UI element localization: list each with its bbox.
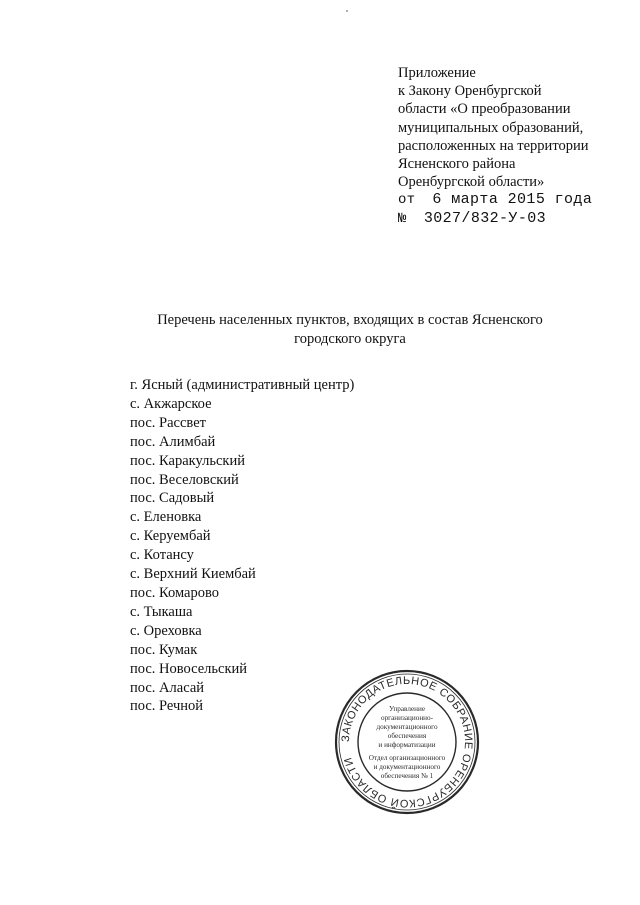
list-item: пос. Речной <box>130 698 204 715</box>
appendix-date <box>398 191 630 209</box>
appendix-line: области «О преобразовании <box>398 101 571 118</box>
list-title <box>120 311 580 349</box>
list-item: пос. Каракульский <box>130 452 245 469</box>
appendix-line: Ясненского района <box>398 156 516 173</box>
scan-speck <box>346 10 348 12</box>
list-item: с. Ореховка <box>130 622 202 639</box>
list-item: с. Керуембай <box>130 528 211 545</box>
appendix-header <box>398 64 630 228</box>
stamp-inner-line: и информатизации <box>378 741 436 749</box>
list-item: г. Ясный (административный центр) <box>130 377 355 393</box>
stamp-inner-line: и документационного <box>373 763 441 771</box>
list-item: пос. Веселовский <box>130 471 239 488</box>
list-item: пос. Алимбай <box>130 433 216 450</box>
date-value: 6 марта 2015 года <box>432 191 593 209</box>
stamp-inner-line: обеспечения № 1 <box>380 772 434 780</box>
list-item: пос. Кумак <box>130 641 198 658</box>
date-prefix: от <box>398 192 416 209</box>
appendix-line: расположенных на территории <box>398 137 589 154</box>
appendix-line: к Закону Оренбургской <box>398 83 542 100</box>
settlement-list <box>130 376 354 716</box>
number-value: 3027/832-У-03 <box>423 209 547 227</box>
stamp-inner-line: организационно- <box>380 714 434 722</box>
list-item: пос. Рассвет <box>130 414 206 431</box>
list-item: пос. Аласай <box>130 679 205 696</box>
list-item: пос. Новосельский <box>130 660 248 677</box>
stamp-inner-line: документационного <box>376 723 438 731</box>
stamp-inner-line: обеспечения <box>387 732 427 740</box>
number-prefix: № <box>398 210 407 227</box>
appendix-line: муниципальных образований, <box>398 119 584 136</box>
list-title-line2: городского округа <box>294 331 406 347</box>
stamp-ring-textpath: ЗАКОНОДАТЕЛЬНОЕ СОБРАНИЕ ОРЕНБУРГСКОЙ ОБЛАСТИ <box>339 674 475 810</box>
list-item: с. Еленовка <box>130 509 202 526</box>
appendix-line: Приложение <box>398 65 476 81</box>
stamp-inner-line: Отдел организационного <box>368 754 446 762</box>
appendix-line: Оренбургской области» <box>398 174 545 191</box>
list-item: с. Верхний Киембай <box>130 566 256 583</box>
list-title-line1: Перечень населенных пунктов, входящих в состав Ясненского <box>157 312 543 328</box>
list-item: пос. Садовый <box>130 490 215 507</box>
stamp-inner-line: Управление <box>388 705 426 713</box>
appendix-number <box>398 210 630 228</box>
official-stamp <box>332 667 482 817</box>
list-item: с. Акжарское <box>130 395 212 412</box>
list-item: с. Тыкаша <box>130 603 193 620</box>
list-item: пос. Комарово <box>130 584 219 601</box>
list-item: с. Котансу <box>130 547 194 564</box>
